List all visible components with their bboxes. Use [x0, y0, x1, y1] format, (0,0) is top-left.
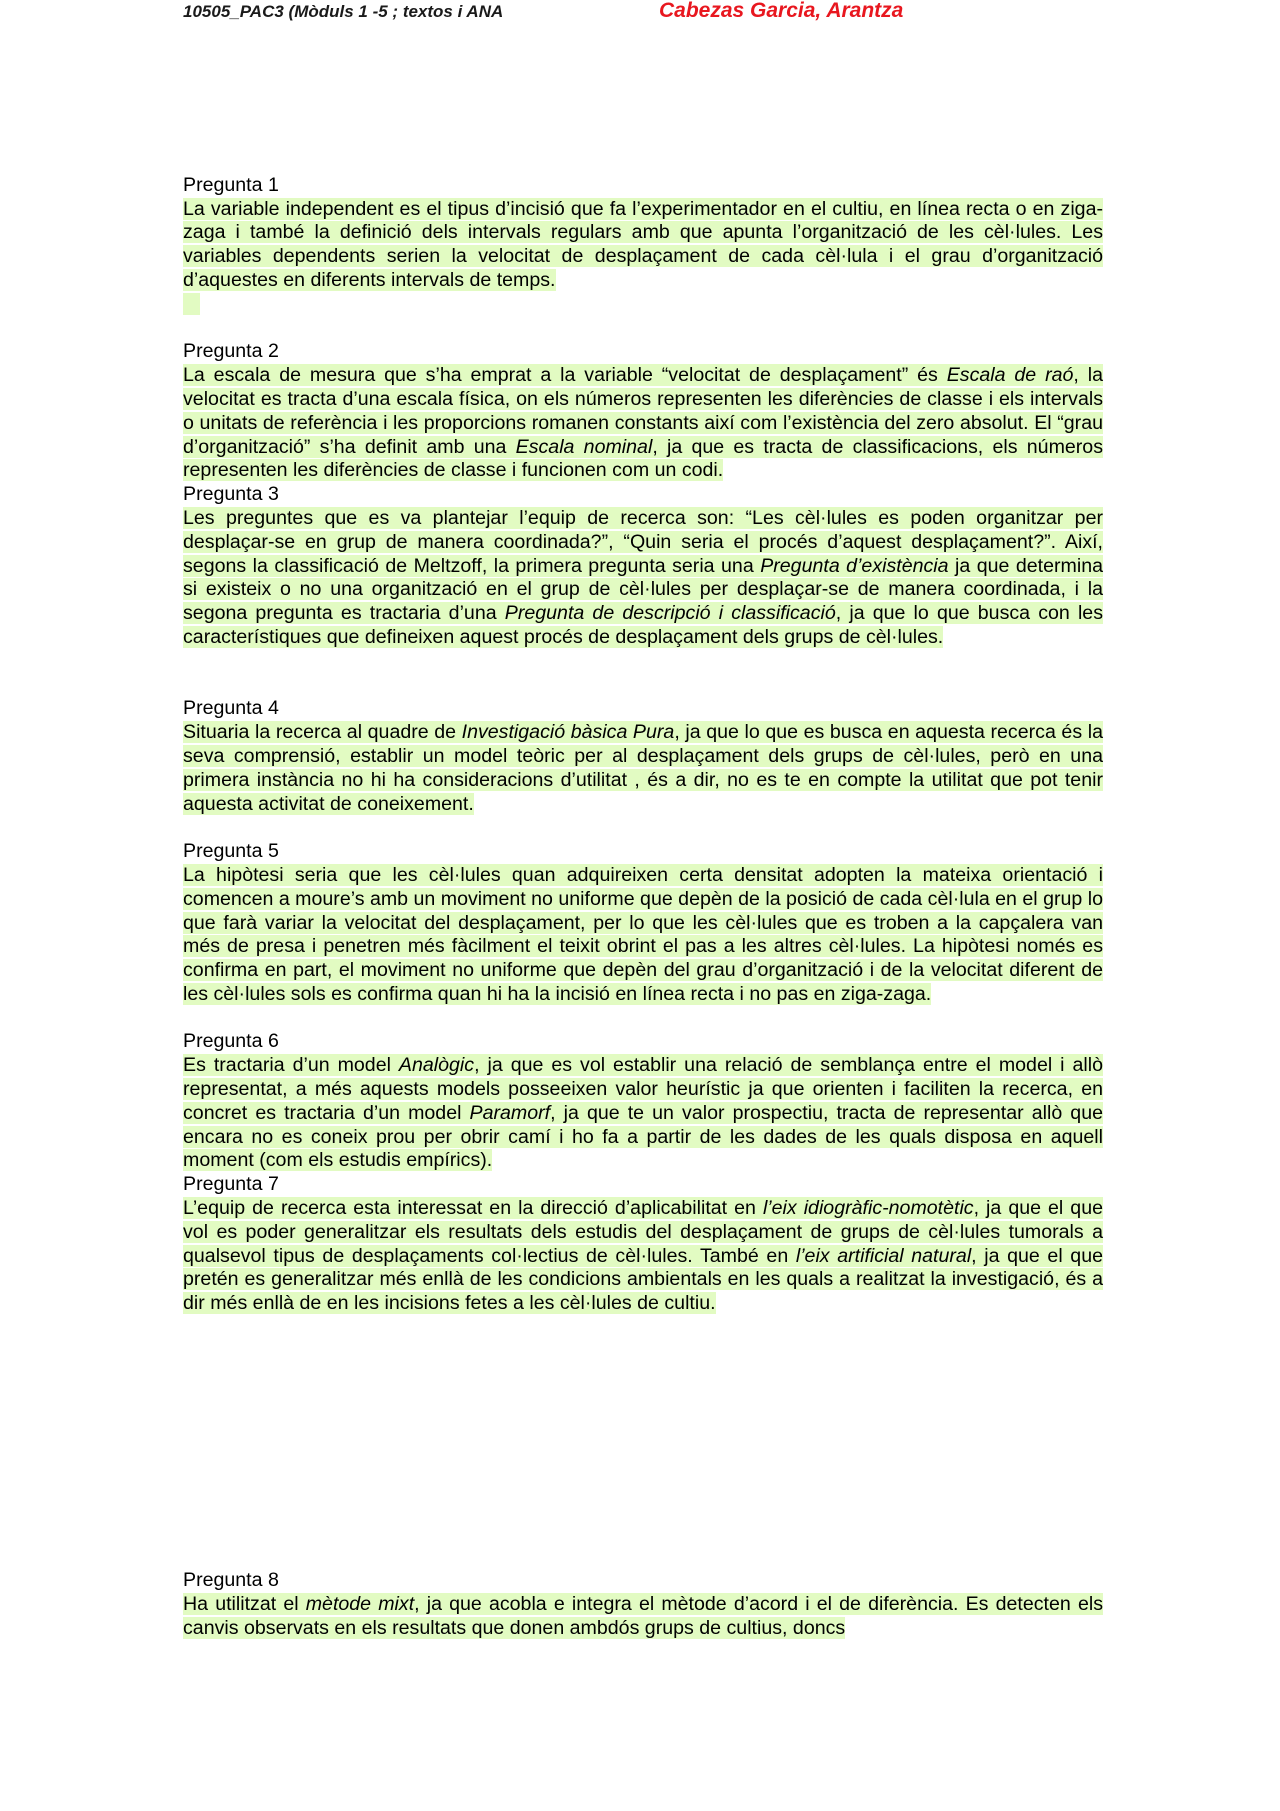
- question-4: [183, 697, 1103, 816]
- question-1-answer: La variable independent es el tipus d’incisió que fa l’experimentador en el cultiu, en línea recta o en ziga-zaga i també la definició dels intervals regulars amb que apunta l’organització de les cèl·lules. Les variables dependents serien la velocitat de desplaçament de cada cèl·lula i el grau d’organització d’aquestes en diferents intervals de temps.: [183, 197, 1103, 291]
- question-7: [183, 1173, 1103, 1316]
- document-body: [183, 150, 1104, 1639]
- header-doc-code: 10505_PAC3 (Mòduls 1 -5 ; textos i ANA: [183, 2, 504, 21]
- question-5-title: Pregunta 5: [183, 840, 279, 863]
- highlighted-blank-line: [183, 293, 1103, 317]
- question-5-answer: La hipòtesi seria que les cèl·lules quan adquireixen certa densitat adopten la mateixa orientació i comencen a moure’s amb un moviment no uniforme que depèn de la posició de cada cèl·lula en el grup lo que farà variar la velocitat del desplaçament, per lo que les cèl·lules que es troben a la capçalera van més de presa i penetren més fàcilment el teixit obrint el pas a les altres cèl·lules. La hipòtesi només es confirma en part, el moviment no uniforme que depèn del grau d’organització i de la velocitat diferent de les cèl·lules sols es confirma quan hi ha la incisió en línea recta i no pas en ziga-zaga.: [183, 863, 1104, 1005]
- emphasis: Paramorf: [469, 1101, 551, 1124]
- question-5: [183, 840, 1103, 1007]
- emphasis: l’eix idiogràfic-nomotètic: [762, 1197, 974, 1220]
- emphasis: Pregunta d’existència: [760, 554, 949, 577]
- question-7-title: Pregunta 7: [183, 1173, 279, 1196]
- question-2-title: Pregunta 2: [183, 340, 279, 363]
- question-8-title: Pregunta 8: [183, 1569, 279, 1591]
- question-3-answer: Les preguntes que es va plantejar l’equip de recerca son: “Les cèl·lules es poden organitzar per desplaçar-se en grup de manera coordinada?”, “Quin seria el procés d’aquest desplaçament?”. Així, segons la classificació de Meltzoff, la primera pregunta seria una Pregunta d’existència ja que determina si existeix o no una organització en el grup de cèl·lules per desplaçar-se de manera coordinada, i la segona pregunta es tractaria d’una Pregunta de descripció i classificació, ja que lo que busca con les característiques que defineixen aquest procés de desplaçament dels grups de cèl·lules.: [183, 506, 1103, 648]
- question-6: [183, 1030, 1103, 1173]
- question-7-answer: L’equip de recerca esta interessat en la direcció d’aplicabilitat en l’eix idiogràfic-nomotètic, ja que el que vol es poder generalitzar els resultats dels estudis del desplaçament de grups de cèl·lules tumorals a qualsevol tipus de desplaçaments col·lectius de cèl·lules. També en l’eix artificial natural, ja que el que pretén es generalitzar més enllà de les condicions ambientals en les quals a realitzat la investigació, és a dir més enllà de en les incisions fetes a les cèl·lules de cultiu.: [183, 1197, 1103, 1315]
- emphasis: Escala nominal: [515, 435, 653, 458]
- emphasis: Pregunta de descripció i classificació: [504, 602, 836, 625]
- header-author: Cabezas Garcia, Arantza: [659, 0, 904, 22]
- emphasis: Analògic: [398, 1054, 475, 1077]
- question-6-title: Pregunta 6: [183, 1030, 279, 1053]
- question-8: [183, 1569, 1103, 1640]
- question-6-answer: Es tractaria d’un model Analògic, ja que es vol establir una relació de semblança entre el model i allò representat, a més aquests models posseeixen valor heurístic ja que orienten i faciliten la recerca, en concret es tractaria d’un model Paramorf, ja que te un valor prospectiu, tracta de representar allò que encara no es coneix prou per obrir camí i ho fa a partir de les dades de les quals disposa en aquell moment (com els estudis empírics).: [183, 1054, 1103, 1172]
- question-4-title: Pregunta 4: [183, 697, 279, 720]
- question-3: [183, 483, 1103, 650]
- question-2: [183, 340, 1103, 483]
- emphasis: mètode mixt: [305, 1592, 415, 1615]
- question-1-title: Pregunta 1: [183, 173, 279, 196]
- emphasis: l’eix artificial natural: [795, 1244, 972, 1267]
- question-1: [183, 174, 1103, 317]
- emphasis: Investigació bàsica Pura: [461, 721, 675, 744]
- question-2-answer: La escala de mesura que s’ha emprat a la variable “velocitat de desplaçament” és Escala de raó, la velocitat es tracta d’una escala física, on els números representen les diferències de classe i els intervals o unitats de referència i les proporcions romanen constants així com l’existència del zero absolut. El “grau d’organització” s’ha definit amb una Escala nominal, ja que es tracta de classificacions, els números representen les diferències de classe i funcionen com un codi.: [183, 364, 1104, 482]
- emphasis: Escala de raó: [946, 364, 1074, 387]
- question-8-answer: Ha utilitzat el mètode mixt, ja que acobla e integra el mètode d’acord i el de diferència. Es detecten els canvis observats en els resultats que donen ambdós grups de cultius, doncs: [183, 1592, 1103, 1639]
- blank-line: [183, 150, 1103, 174]
- question-3-title: Pregunta 3: [183, 483, 279, 506]
- question-4-answer: Situaria la recerca al quadre de Investigació bàsica Pura, ja que lo que es busca en aquesta recerca és la seva comprensió, establir un model teòric per al desplaçament dels grups de cèl·lules, però en una primera instància no hi ha consideracions d’utilitat , és a dir, no es te en compte la utilitat que pot tenir aquesta activitat de coneixement.: [183, 721, 1103, 815]
